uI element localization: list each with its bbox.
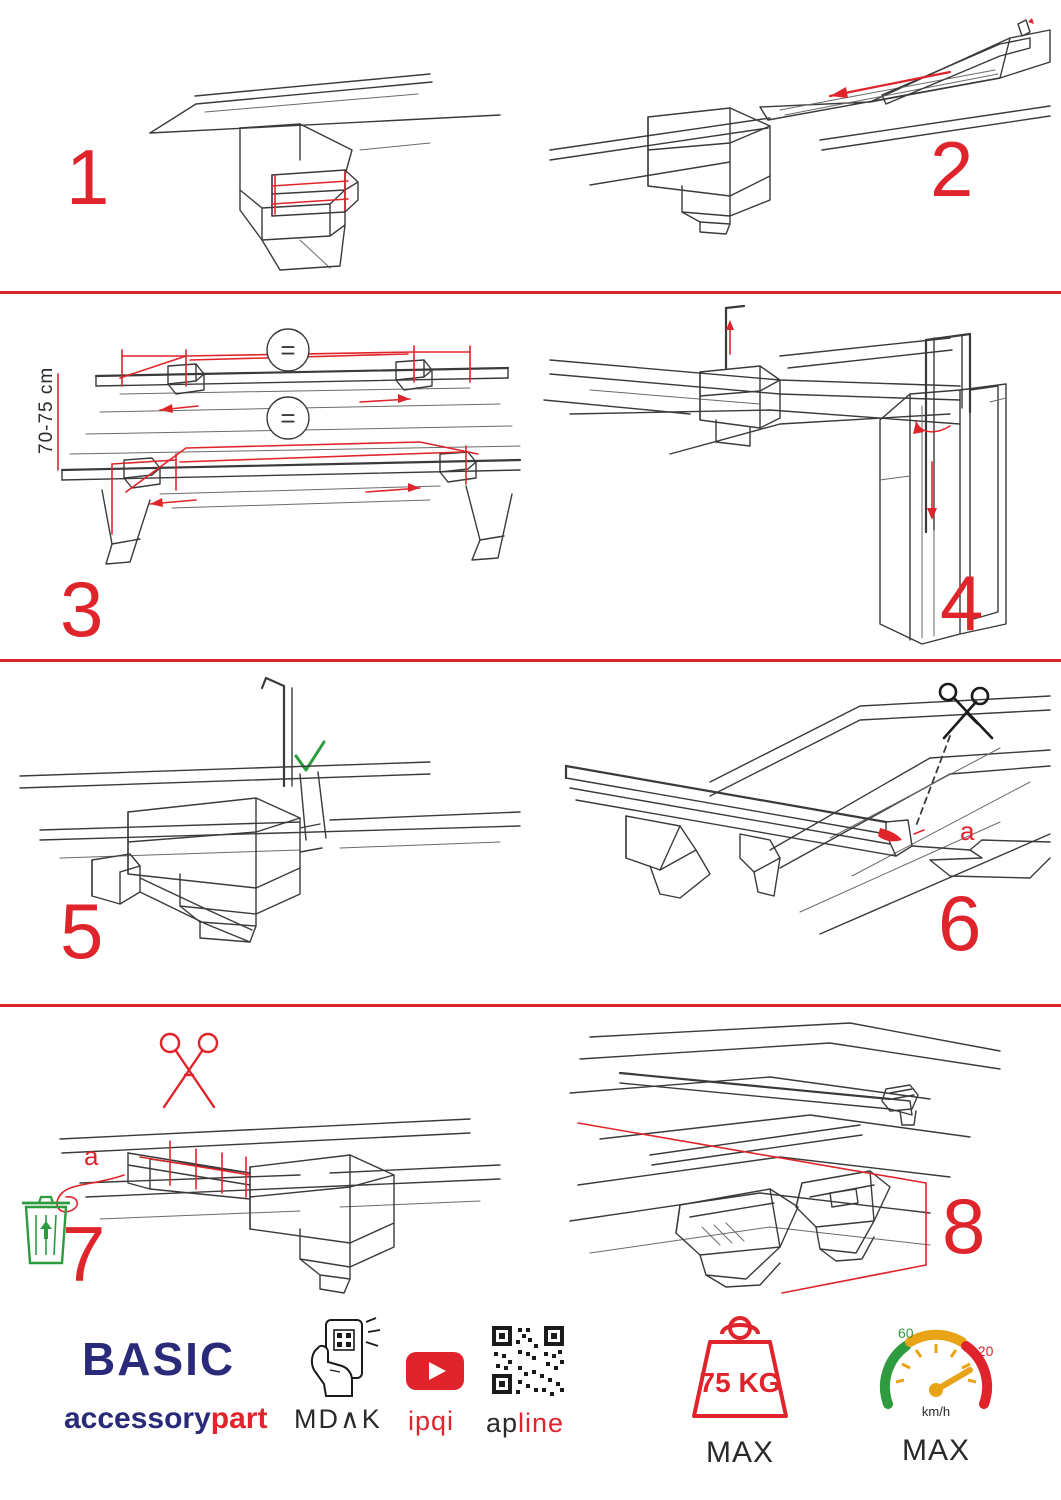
speedometer-icon [872,1312,1000,1432]
qr-code-icon [488,1322,568,1398]
equal-mark-top: = [280,335,296,365]
step-1-number: 1 [66,133,110,221]
weight-value: 75 KG [699,1367,781,1398]
speed-unit: km/h [921,1404,951,1419]
footer [0,1300,1061,1500]
step-8-panel [530,1007,1061,1300]
step-6-number: 6 [938,879,982,967]
partner-apline-label: apline [486,1408,565,1438]
step-5-number: 5 [60,887,104,975]
partner-mdak [294,1318,392,1435]
logo-accessorypart [64,1402,267,1436]
part-label-a: a [84,1141,99,1171]
logo-part-text: part [210,1402,268,1435]
hand-phone-qr-icon [300,1318,392,1398]
speed-limit [872,1312,1000,1468]
weight-icon [680,1312,800,1432]
step-4-panel [530,294,1061,659]
scissors-icon [161,1034,217,1107]
speed-tick-low: 60 [898,1325,914,1341]
step-5-panel [0,662,530,1004]
dimension-label: 70-75 cm [36,366,57,454]
part-label-a: a [960,816,975,846]
youtube-play-icon [404,1348,468,1392]
partner-apline [488,1322,568,1439]
step-3-number: 3 [60,565,104,653]
speed-max-label: MAX [901,1434,970,1467]
speed-tick-high: 120 [970,1343,994,1359]
logo-basic-text: BASIC [82,1333,236,1385]
weight-limit [680,1312,800,1470]
step-7-panel [0,1007,530,1300]
partner-ipqi [404,1348,468,1437]
partner-mdak-label: MD∧K [294,1404,382,1434]
step-2-number: 2 [930,125,974,213]
logo-basic [82,1332,235,1386]
step-3-panel [0,294,530,659]
logo-accessory-text: accessory [64,1402,211,1435]
step-8-number: 8 [942,1182,986,1270]
equal-mark-bottom: = [280,403,296,433]
step-2-panel [530,0,1061,291]
partner-ipqi-label: ipqi [408,1406,455,1436]
step-4-number: 4 [940,559,984,647]
step-7-number: 7 [62,1210,106,1298]
step-2-illustration [530,0,1061,291]
step-6-panel [530,662,1061,1004]
scissors-icon [940,684,992,738]
step-1-panel [0,0,530,291]
weight-max-label: MAX [705,1436,774,1469]
